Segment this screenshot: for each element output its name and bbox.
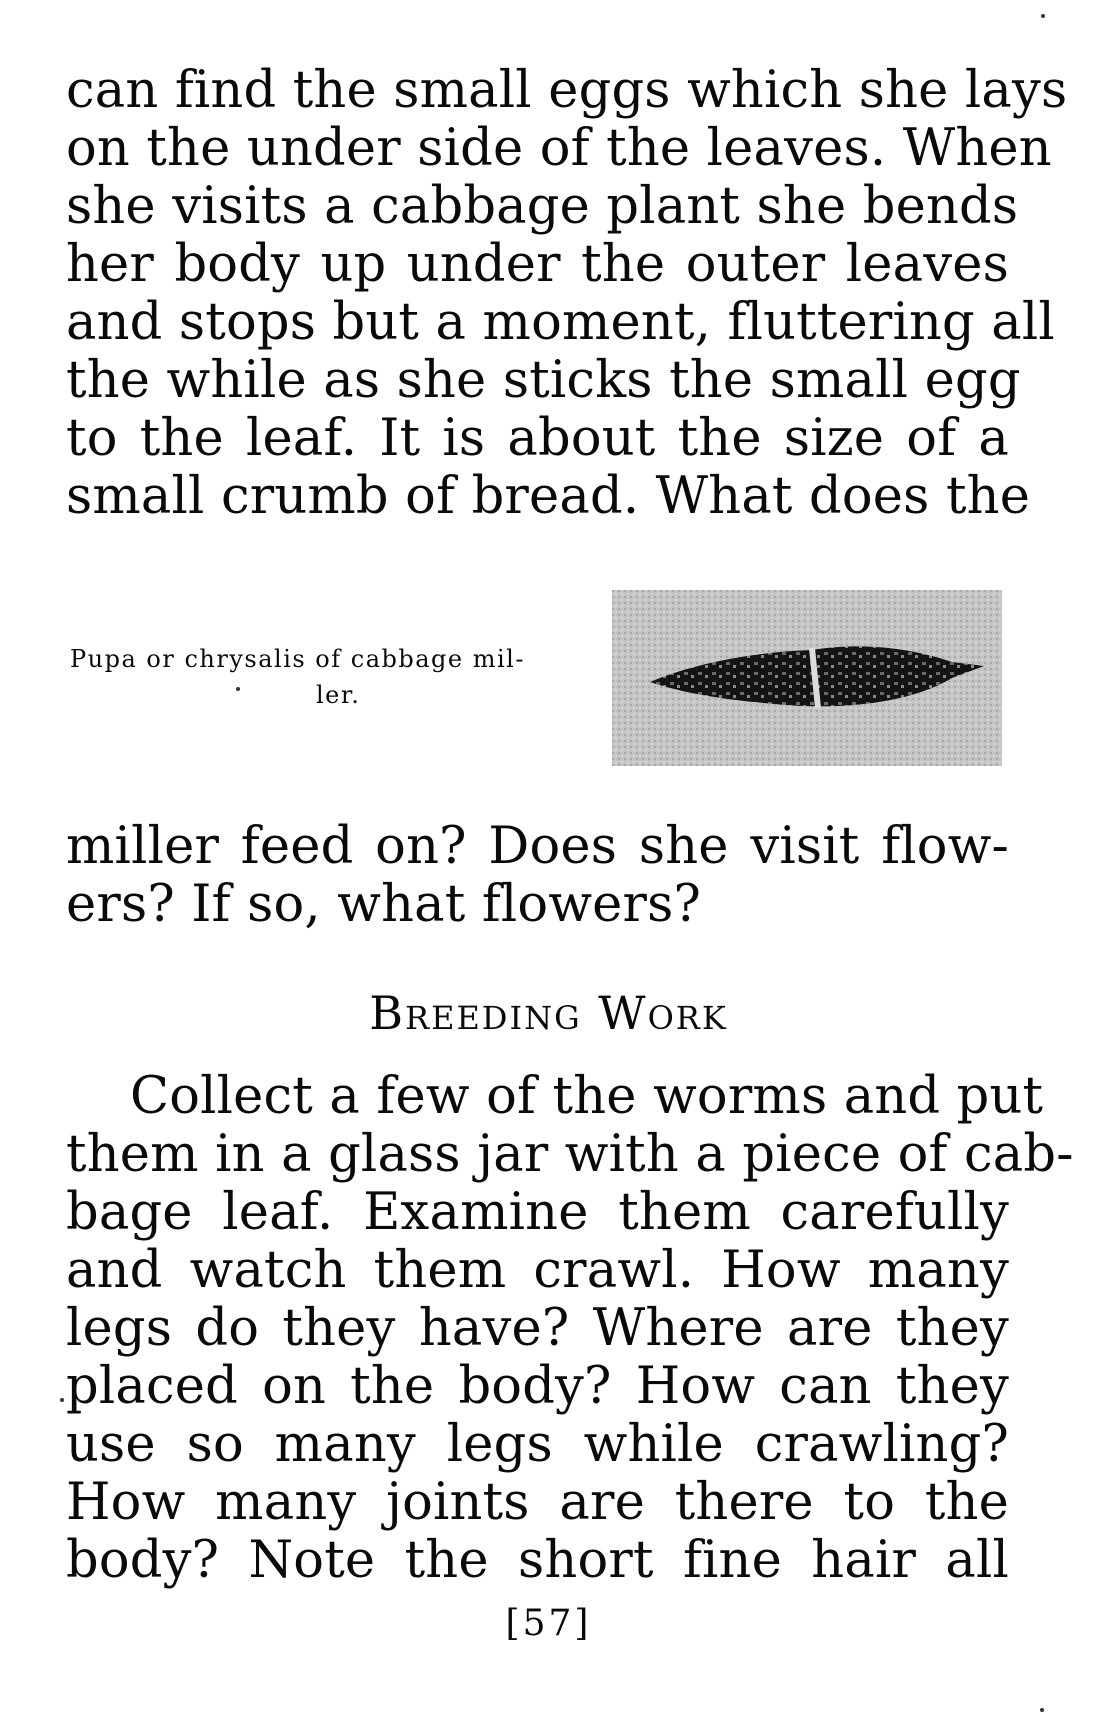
text-line: and stops but a moment, fluttering all	[66, 293, 1055, 352]
text-line: the while as she sticks the small egg	[66, 351, 1021, 410]
text-line: use so many legs while crawling?	[66, 1415, 1009, 1474]
text-line: small crumb of bread. What does the	[66, 467, 1031, 526]
text-line: body? Note the short fine hair all	[66, 1531, 1009, 1590]
scan-speck	[60, 1398, 64, 1402]
section-heading: Breeding Work	[369, 986, 728, 1040]
text-line: them in a glass jar with a piece of cab-	[66, 1125, 1074, 1184]
text-line: she visits a cabbage plant she bends	[66, 177, 1019, 236]
text-line: ers? If so, what flowers?	[66, 875, 702, 934]
text-line: bage leaf. Examine them carefully	[66, 1183, 1009, 1242]
text-line: placed on the body? How can they	[66, 1357, 1009, 1416]
scan-speck	[236, 687, 240, 691]
scan-speck	[1040, 1708, 1044, 1712]
text-line: to the leaf. It is about the size of a	[66, 409, 1009, 468]
figure-caption-line1: Pupa or chrysalis of cabbage mil-	[70, 645, 525, 673]
text-line: on the under side of the leaves. When	[66, 119, 1052, 178]
text-line: her body up under the outer leaves	[66, 235, 1009, 294]
pupa-illustration	[612, 590, 1002, 766]
text-line: can find the small eggs which she lays	[66, 61, 1068, 120]
text-line: Collect a few of the worms and put	[130, 1067, 1044, 1126]
scan-speck	[1041, 14, 1045, 18]
page-number: [57]	[505, 1603, 592, 1644]
pupa-image	[612, 590, 1002, 766]
text-line: and watch them crawl. How many	[66, 1241, 1009, 1300]
text-line: legs do they have? Where are they	[66, 1299, 1009, 1358]
figure-caption-line2: ler.	[316, 681, 361, 709]
text-line: How many joints are there to the	[66, 1473, 1009, 1532]
text-line: miller feed on? Does she visit flow-	[66, 817, 1009, 876]
